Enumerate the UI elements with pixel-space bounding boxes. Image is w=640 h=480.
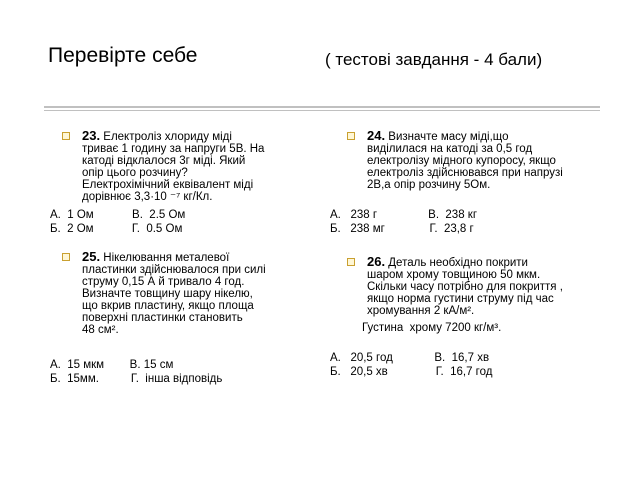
title-divider <box>44 106 600 108</box>
task-line: 2В,а опір розчину 5Ом. <box>367 179 491 191</box>
task-line: що вкрив пластину, якщо площа <box>82 300 254 312</box>
bullet-icon <box>62 253 70 261</box>
title-divider-thin <box>44 110 600 111</box>
answer-line: А. 238 г В. 238 кг <box>330 209 478 221</box>
task-line: 48 см². <box>82 324 119 336</box>
task-line: Електроліз хлориду міді <box>100 131 232 143</box>
answer-line: Б. 2 Ом Г. 0.5 Ом <box>50 223 183 235</box>
answer-line: Б. 20,5 хв Г. 16,7 год <box>330 366 493 378</box>
task-23 <box>82 130 322 203</box>
task-number: 26. <box>367 254 386 269</box>
density-note: Густина хрому 7200 кг/м³. <box>362 322 502 334</box>
task-number: 24. <box>367 128 386 143</box>
task-24 <box>367 130 627 191</box>
task-line: виділилася на катоді за 0,5 год <box>367 143 533 155</box>
task-line: Визначте товщину шару нікелю, <box>82 288 253 300</box>
task-line: пластинки здійснювалося при силі <box>82 264 266 276</box>
page-subtitle: ( тестові завдання - 4 бали) <box>325 50 543 69</box>
task-number: 25. <box>82 249 101 264</box>
task-line: Деталь необхідно покрити <box>385 257 528 269</box>
task-line: триває 1 годину за напруги 5В. На <box>82 143 265 155</box>
task-26 <box>367 256 632 317</box>
task-line: Електрохімічний еквівалент міді <box>82 179 254 191</box>
bullet-icon <box>62 132 70 140</box>
answer-line: А. 1 Ом В. 2.5 Ом <box>50 209 186 221</box>
bullet-icon <box>347 258 355 266</box>
answer-line: Б. 15мм. Г. інша відповідь <box>50 373 223 385</box>
task-line: Нікелювання металевої <box>100 252 230 264</box>
task-number: 23. <box>82 128 101 143</box>
answer-line: А. 15 мкм В. 15 см <box>50 359 174 371</box>
task-line: катоді відклалося 3г міді. Який <box>82 155 246 167</box>
task-line: поверхні пластинки становить <box>82 312 243 324</box>
task-line: хромування 2 кА/м². <box>367 305 475 317</box>
task-line: шаром хрому товщиною 50 мкм. <box>367 269 541 281</box>
task-25 <box>82 251 322 336</box>
task-line: струму 0,15 А й тривало 4 год. <box>82 276 245 288</box>
task-line: опір цього розчину? <box>82 167 188 179</box>
task-line: електроліз здійснювався при напрузі <box>367 167 563 179</box>
answer-line: А. 20,5 год В. 16,7 хв <box>330 352 490 364</box>
task-line: Визначте масу міді,що <box>385 131 509 143</box>
page-title: Перевірте себе <box>48 44 198 67</box>
task-line: якщо норма густини струму під час <box>367 293 554 305</box>
task-line: дорівнює 3,3·10 ⁻⁷ кг/Кл. <box>82 191 213 203</box>
bullet-icon <box>347 132 355 140</box>
task-line: Скільки часу потрібно для покриття , <box>367 281 563 293</box>
task-line: електролізу мідного купоросу, якщо <box>367 155 556 167</box>
answer-line: Б. 238 мг Г. 23,8 г <box>330 223 474 235</box>
